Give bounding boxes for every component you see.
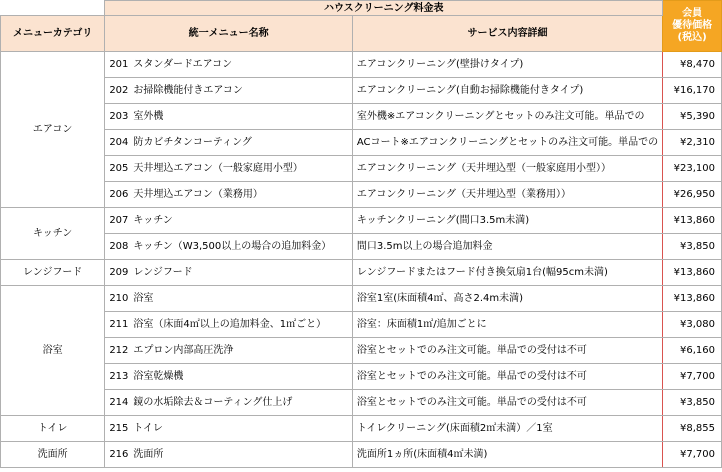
menu-number: 215	[109, 423, 129, 434]
menu-number: 214	[109, 397, 129, 408]
category-cell[interactable]: エアコン	[1, 52, 105, 208]
category-cell[interactable]: 洗面所	[1, 442, 105, 468]
menu-name-cell[interactable]	[105, 442, 353, 468]
menu-name: キッチン（W3,500以上の場合の追加料金）	[133, 241, 332, 252]
menu-name-cell[interactable]	[105, 416, 353, 442]
menu-number: 206	[109, 189, 129, 200]
price-header-line: (税込)	[677, 32, 707, 43]
table-row	[1, 416, 722, 442]
menu-name: 天井埋込エアコン（業務用）	[133, 189, 263, 200]
table-row	[1, 78, 722, 104]
price-cell[interactable]: ¥8,470	[663, 52, 722, 78]
menu-name: 洗面所	[133, 449, 164, 460]
service-detail-cell[interactable]: エアコンクリーニング(自動お掃除機能付きタイプ)	[352, 78, 662, 104]
menu-number: 207	[109, 215, 129, 226]
price-header-line: 優待価格	[672, 20, 713, 31]
table-row	[1, 312, 722, 338]
price-header-text	[672, 8, 712, 43]
service-detail-cell[interactable]: 洗面所1ヵ所(床面積4㎡未満)	[352, 442, 662, 468]
service-detail-cell[interactable]: ACコート※エアコンクリーニングとセットのみ注文可能。単品での	[352, 130, 662, 156]
table-row	[1, 390, 722, 416]
menu-name-cell[interactable]	[105, 52, 353, 78]
menu-name: 浴室乾燥機	[133, 371, 184, 382]
header-row	[1, 16, 722, 52]
menu-name: お掃除機能付きエアコン	[133, 85, 243, 96]
price-header[interactable]	[663, 1, 722, 52]
service-detail-cell[interactable]: 浴室とセットでのみ注文可能。単品での受付は不可	[352, 338, 662, 364]
menu-number: 201	[109, 59, 129, 70]
menu-name: 浴室	[133, 293, 154, 304]
price-cell[interactable]: ¥23,100	[663, 156, 722, 182]
table-row	[1, 286, 722, 312]
menu-number: 209	[109, 267, 129, 278]
table-row	[1, 182, 722, 208]
price-cell[interactable]: ¥7,700	[663, 364, 722, 390]
menu-number: 204	[109, 137, 129, 148]
header-service-detail[interactable]: サービス内容詳細	[352, 16, 662, 52]
menu-name: 浴室（床面4㎡以上の追加料金、1㎡ごと）	[133, 319, 327, 330]
menu-number: 216	[109, 449, 129, 460]
menu-name-cell[interactable]	[105, 78, 353, 104]
price-cell[interactable]: ¥13,860	[663, 286, 722, 312]
menu-number: 202	[109, 85, 129, 96]
table-row	[1, 442, 722, 468]
menu-name: トイレ	[133, 423, 163, 434]
menu-name: キッチン	[133, 215, 173, 226]
table-row	[1, 364, 722, 390]
menu-name-cell[interactable]	[105, 260, 353, 286]
title-row	[1, 1, 722, 16]
menu-number: 210	[109, 293, 129, 304]
category-cell[interactable]: レンジフード	[1, 260, 105, 286]
table-row	[1, 208, 722, 234]
table-row	[1, 260, 722, 286]
price-cell[interactable]: ¥13,860	[663, 260, 722, 286]
service-detail-cell[interactable]: 浴室とセットでのみ注文可能。単品での受付は不可	[352, 390, 662, 416]
table-row	[1, 104, 722, 130]
menu-name-cell[interactable]	[105, 364, 353, 390]
price-cell[interactable]: ¥3,850	[663, 390, 722, 416]
table-row	[1, 130, 722, 156]
category-cell[interactable]: キッチン	[1, 208, 105, 260]
menu-number: 208	[109, 241, 129, 252]
menu-name-cell[interactable]	[105, 208, 353, 234]
table-row	[1, 156, 722, 182]
menu-number: 205	[109, 163, 129, 174]
service-detail-cell[interactable]: レンジフードまたはフード付き換気扇1台(幅95cm未満)	[352, 260, 662, 286]
service-detail-cell[interactable]: 浴室：床面積1㎡/追加ごとに	[352, 312, 662, 338]
service-detail-cell[interactable]: エアコンクリーニング（天井埋込型（一般家庭用小型））	[352, 156, 662, 182]
title-spacer-left	[1, 1, 105, 16]
price-cell[interactable]: ¥5,390	[663, 104, 722, 130]
menu-name: エプロン内部高圧洗浄	[133, 345, 234, 356]
price-cell[interactable]: ¥3,080	[663, 312, 722, 338]
menu-number: 213	[109, 371, 129, 382]
table-row	[1, 52, 722, 78]
menu-name-cell[interactable]	[105, 130, 353, 156]
service-detail-cell[interactable]: エアコンクリーニング（天井埋込型（業務用））	[352, 182, 662, 208]
price-cell[interactable]: ¥6,160	[663, 338, 722, 364]
header-menu-name[interactable]: 統一メニュー名称	[105, 16, 353, 52]
menu-name-cell[interactable]	[105, 390, 353, 416]
menu-name: 防カビチタンコーティング	[133, 137, 252, 148]
menu-name: レンジフード	[133, 267, 193, 278]
price-cell[interactable]: ¥26,950	[663, 182, 722, 208]
menu-name: 鏡の水垢除去＆コーティング仕上げ	[133, 397, 293, 408]
service-detail-cell[interactable]: 浴室とセットでのみ注文可能。単品での受付は不可	[352, 364, 662, 390]
service-detail-cell[interactable]: 間口3.5m以上の場合追加料金	[352, 234, 662, 260]
price-cell[interactable]: ¥13,860	[663, 208, 722, 234]
service-detail-cell[interactable]: エアコンクリーニング(壁掛けタイプ)	[352, 52, 662, 78]
menu-number: 211	[109, 319, 129, 330]
menu-number: 212	[109, 345, 129, 356]
table-row	[1, 234, 722, 260]
menu-name-cell[interactable]	[105, 338, 353, 364]
price-cell[interactable]: ¥16,170	[663, 78, 722, 104]
price-header-line: 会員	[682, 8, 703, 19]
menu-name-cell[interactable]	[105, 182, 353, 208]
price-cell[interactable]: ¥2,310	[663, 130, 722, 156]
menu-name-cell[interactable]	[105, 286, 353, 312]
category-cell[interactable]: トイレ	[1, 416, 105, 442]
header-category[interactable]: メニューカテゴリ	[1, 16, 105, 52]
menu-number: 203	[109, 111, 129, 122]
price-cell[interactable]: ¥3,850	[663, 234, 722, 260]
menu-name-cell[interactable]	[105, 234, 353, 260]
service-detail-cell[interactable]: 室外機※エアコンクリーニングとセットのみ注文可能。単品での	[352, 104, 662, 130]
service-detail-cell[interactable]: トイレクリーニング(床面積2㎡未満）／1室	[352, 416, 662, 442]
menu-name-cell[interactable]	[105, 104, 353, 130]
sheet-title[interactable]: ハウスクリーニング料金表	[105, 1, 663, 16]
menu-name-cell[interactable]	[105, 156, 353, 182]
price-cell[interactable]: ¥8,855	[663, 416, 722, 442]
price-cell[interactable]: ¥7,700	[663, 442, 722, 468]
table-row	[1, 338, 722, 364]
service-detail-cell[interactable]: 浴室1室(床面積4㎡、高さ2.4m未満)	[352, 286, 662, 312]
service-detail-cell[interactable]: キッチンクリーニング(間口3.5m未満)	[352, 208, 662, 234]
menu-name: スタンダードエアコン	[133, 59, 233, 70]
menu-name: 天井埋込エアコン（一般家庭用小型）	[133, 163, 303, 174]
category-cell[interactable]: 浴室	[1, 286, 105, 416]
menu-name: 室外機	[133, 111, 164, 122]
menu-name-cell[interactable]	[105, 312, 353, 338]
